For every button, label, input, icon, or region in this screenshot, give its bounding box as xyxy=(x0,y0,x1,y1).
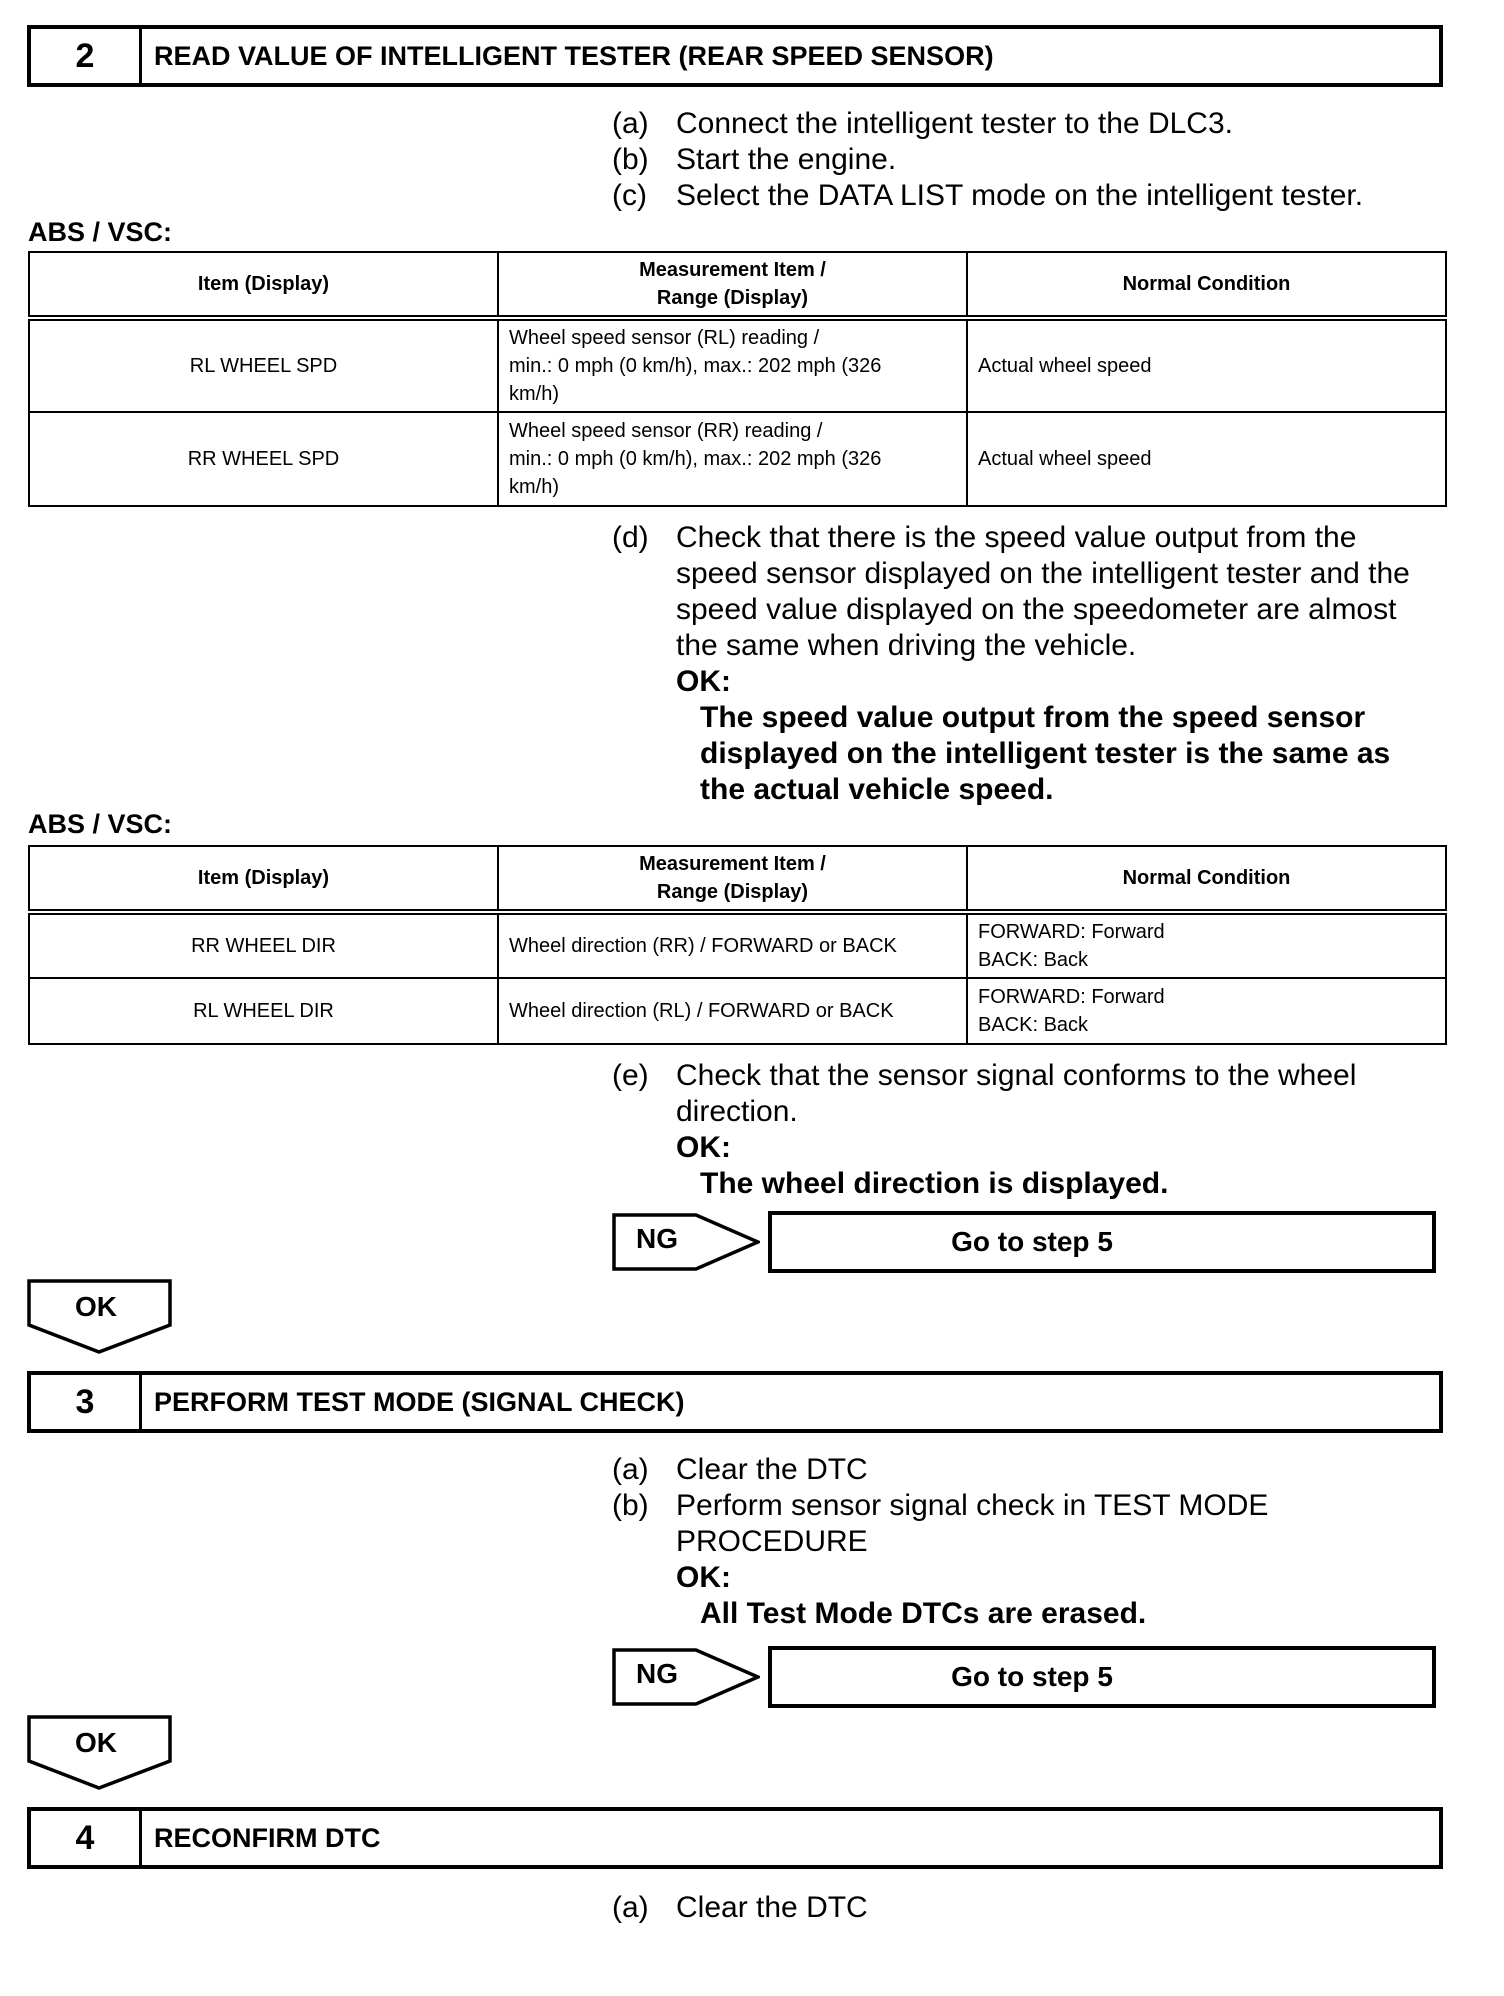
item-text: Select the DATA LIST mode on the intelligent tester. xyxy=(676,179,1364,212)
ok-criteria: The speed value output from the speed sensor xyxy=(700,701,1366,734)
go-to-step-link[interactable] xyxy=(768,1646,1436,1708)
ok-label: OK xyxy=(75,1291,117,1322)
cell-line: BACK: Back xyxy=(978,949,1089,971)
step-title: PERFORM TEST MODE (SIGNAL CHECK) xyxy=(154,1386,685,1417)
table-row xyxy=(29,318,1446,412)
cell-normal-condition xyxy=(967,978,1446,1044)
cell-line: Wheel speed sensor (RL) reading / xyxy=(509,327,820,349)
cell-item: RL WHEEL SPD xyxy=(29,318,498,412)
header-line: Measurement Item / xyxy=(639,259,826,281)
cell-line: BACK: Back xyxy=(978,1014,1089,1036)
item-text: Check that there is the speed value output from the xyxy=(676,521,1357,554)
col-header-normal-condition: Normal Condition xyxy=(967,846,1446,912)
ng-label: NG xyxy=(636,1223,678,1254)
step-title: RECONFIRM DTC xyxy=(154,1822,381,1853)
cell-measurement: Wheel direction (RR) / FORWARD or BACK xyxy=(498,912,967,978)
ok-label: OK: xyxy=(676,1561,731,1594)
col-header-measurement xyxy=(498,252,967,318)
item-label: (a) xyxy=(612,107,649,140)
item-text: Perform sensor signal check in TEST MODE xyxy=(676,1489,1269,1522)
step-4-header xyxy=(27,1807,1443,1869)
cell-line: min.: 0 mph (0 km/h), max.: 202 mph (326 xyxy=(509,355,882,377)
ng-label: NG xyxy=(636,1658,678,1689)
item-text: Start the engine. xyxy=(676,143,897,176)
step-2-header xyxy=(27,25,1443,87)
item-label: (b) xyxy=(612,143,649,176)
table-row xyxy=(29,978,1446,1044)
table-header-row xyxy=(29,252,1446,318)
go-to-step-link[interactable] xyxy=(768,1211,1436,1273)
item-text: Clear the DTC xyxy=(676,1453,868,1486)
table-section-label: ABS / VSC: xyxy=(28,809,173,839)
ok-label: OK xyxy=(75,1727,117,1758)
ng-arrow-icon xyxy=(612,1213,760,1271)
cell-line: FORWARD: Forward xyxy=(978,921,1165,943)
ok-criteria: All Test Mode DTCs are erased. xyxy=(700,1597,1147,1630)
item-label: (a) xyxy=(612,1891,649,1924)
ok-criteria: the actual vehicle speed. xyxy=(700,773,1054,806)
data-list-table-speed xyxy=(28,251,1447,507)
step-number: 3 xyxy=(31,1375,142,1429)
cell-normal-condition xyxy=(967,912,1446,978)
item-text: speed value displayed on the speedometer are almost xyxy=(676,593,1397,626)
table-row xyxy=(29,412,1446,506)
cell-line: Wheel speed sensor (RR) reading / xyxy=(509,420,823,442)
cell-normal-condition: Actual wheel speed xyxy=(967,318,1446,412)
item-label: (c) xyxy=(612,179,647,212)
col-header-item: Item (Display) xyxy=(29,252,498,318)
item-label: (b) xyxy=(612,1489,649,1522)
cell-measurement: Wheel direction (RL) / FORWARD or BACK xyxy=(498,978,967,1044)
cell-line: FORWARD: Forward xyxy=(978,986,1165,1008)
cell-line: min.: 0 mph (0 km/h), max.: 202 mph (326 xyxy=(509,448,882,470)
item-label: (d) xyxy=(612,521,649,554)
step-number: 4 xyxy=(31,1811,142,1865)
ng-tag xyxy=(612,1213,760,1271)
ok-tag xyxy=(27,1715,173,1791)
item-text: speed sensor displayed on the intelligent tester and the xyxy=(676,557,1410,590)
step-title: READ VALUE OF INTELLIGENT TESTER (REAR SPEED SENSOR) xyxy=(154,40,994,71)
item-text: Check that the sensor signal conforms to the wheel xyxy=(676,1059,1357,1092)
ng-arrow-icon xyxy=(612,1648,760,1706)
cell-measurement xyxy=(498,318,967,412)
table-section-label: ABS / VSC: xyxy=(28,217,173,247)
ok-criteria: displayed on the intelligent tester is the same as xyxy=(700,737,1391,770)
item-text: the same when driving the vehicle. xyxy=(676,629,1137,662)
cell-normal-condition: Actual wheel speed xyxy=(967,412,1446,506)
cell-line: km/h) xyxy=(509,476,559,498)
go-to-step-label: Go to step 5 xyxy=(951,1226,1113,1257)
data-list-table-direction xyxy=(28,845,1447,1045)
cell-item: RL WHEEL DIR xyxy=(29,978,498,1044)
go-to-step-label: Go to step 5 xyxy=(951,1661,1113,1692)
table-header-row xyxy=(29,846,1446,912)
cell-measurement xyxy=(498,412,967,506)
header-line: Range (Display) xyxy=(656,287,809,309)
ok-label: OK: xyxy=(676,665,731,698)
header-line: Measurement Item / xyxy=(639,853,826,875)
item-text: PROCEDURE xyxy=(676,1525,868,1558)
table-row xyxy=(29,912,1446,978)
item-text: Connect the intelligent tester to the DLC3. xyxy=(676,107,1233,140)
cell-item: RR WHEEL DIR xyxy=(29,912,498,978)
col-header-measurement xyxy=(498,846,967,912)
ok-criteria: The wheel direction is displayed. xyxy=(700,1167,1169,1200)
ng-tag xyxy=(612,1648,760,1706)
item-label: (a) xyxy=(612,1453,649,1486)
item-text: Clear the DTC xyxy=(676,1891,868,1924)
item-label: (e) xyxy=(612,1059,649,1092)
header-line: Range (Display) xyxy=(656,881,809,903)
step-number: 2 xyxy=(31,29,142,83)
col-header-normal-condition: Normal Condition xyxy=(967,252,1446,318)
step-3-header xyxy=(27,1371,1443,1433)
ok-tag xyxy=(27,1279,173,1355)
cell-line: km/h) xyxy=(509,383,559,405)
col-header-item: Item (Display) xyxy=(29,846,498,912)
item-text: direction. xyxy=(676,1095,798,1128)
ok-label: OK: xyxy=(676,1131,731,1164)
cell-item: RR WHEEL SPD xyxy=(29,412,498,506)
